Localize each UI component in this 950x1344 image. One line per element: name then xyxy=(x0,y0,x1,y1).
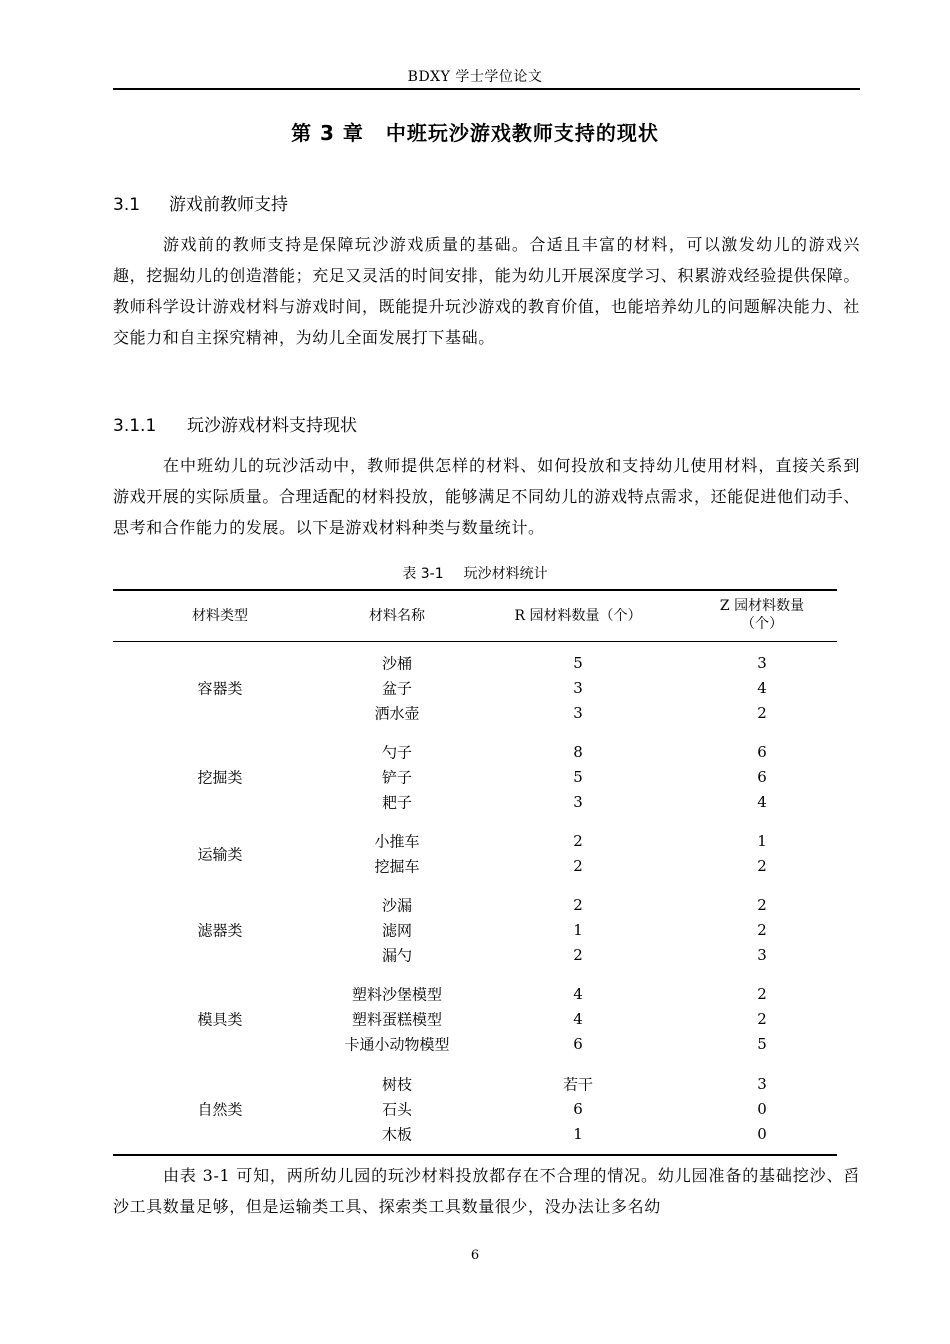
running-header: BDXY 学士学位论文 xyxy=(407,69,543,85)
z-count: 2 xyxy=(757,857,767,875)
z-count: 6 xyxy=(757,743,767,761)
z-count: 6 xyxy=(757,768,767,786)
r-count: 4 xyxy=(573,1010,583,1028)
section-heading xyxy=(113,190,288,215)
z-count: 2 xyxy=(757,921,767,939)
r-count: 6 xyxy=(573,1035,583,1053)
z-count: 2 xyxy=(757,896,767,914)
material-name: 沙漏 xyxy=(381,896,413,915)
material-type: 挖掘类 xyxy=(197,768,243,787)
material-name: 石头 xyxy=(381,1100,413,1119)
paragraph-3: 由表 3-1 可知，两所幼儿园的玩沙材料投放都存在不合理的情况。幼儿园准备的基础挖沙、舀沙工具数量足够，但是运输类工具、探索类工具数量很少，没办法让多名幼 xyxy=(113,1166,860,1216)
z-count: 2 xyxy=(757,985,767,1003)
subsection-number: 3.1.1 xyxy=(113,416,157,436)
material-name: 漏勺 xyxy=(381,946,413,965)
table-top-rule xyxy=(113,589,837,591)
r-count: 2 xyxy=(573,832,583,850)
header-material-name: 材料名称 xyxy=(369,608,425,624)
material-type: 滤器类 xyxy=(197,921,243,940)
r-count: 1 xyxy=(573,921,583,939)
z-count: 3 xyxy=(757,654,767,672)
material-name: 滤网 xyxy=(381,921,413,940)
paragraph-1: 游戏前的教师支持是保障玩沙游戏质量的基础。合适且丰富的材料，可以激发幼儿的游戏兴趣，挖掘幼儿的创造潜能；充足又灵活的时间安排，能为幼儿开展深度学习、积累游戏经验提供保障。教师科学设计游戏材料与游戏时间，既能提升玩沙游戏的教育价值，也能培养幼儿的问题解决能力、社交能力和自主探究精神，为幼儿全面发展打下基础。 xyxy=(113,235,861,347)
subsection-heading xyxy=(113,411,357,436)
material-name: 卡通小动物模型 xyxy=(344,1035,450,1054)
material-name: 洒水壶 xyxy=(374,704,420,723)
z-count: 0 xyxy=(757,1100,767,1118)
z-count: 2 xyxy=(757,1010,767,1028)
material-type: 自然类 xyxy=(197,1100,243,1119)
z-count: 5 xyxy=(757,1035,767,1053)
r-count: 6 xyxy=(573,1100,583,1118)
material-type: 模具类 xyxy=(197,1010,243,1029)
table-header-rule xyxy=(113,641,837,642)
z-count: 0 xyxy=(757,1125,767,1143)
material-name: 挖掘车 xyxy=(374,857,420,876)
chapter-title xyxy=(0,117,950,146)
material-name: 盆子 xyxy=(381,679,413,698)
r-count: 1 xyxy=(573,1125,583,1143)
z-count: 2 xyxy=(757,704,767,722)
z-count: 1 xyxy=(757,832,767,850)
chapter-title-text: 中班玩沙游戏教师支持的现状 xyxy=(385,121,659,145)
z-count: 3 xyxy=(757,1075,767,1093)
r-count: 3 xyxy=(573,704,583,722)
r-count: 2 xyxy=(573,896,583,914)
material-name: 勺子 xyxy=(381,743,413,762)
material-name: 木板 xyxy=(381,1125,413,1144)
r-count: 3 xyxy=(573,793,583,811)
z-count: 4 xyxy=(757,793,767,811)
r-count: 4 xyxy=(573,985,583,1003)
r-count: 5 xyxy=(573,654,583,672)
paragraph-2: 在中班幼儿的玩沙活动中，教师提供怎样的材料、如何投放和支持幼儿使用材料，直接关系到游戏开展的实际质量。合理适配的材料投放，能够满足不同幼儿的游戏特点需求，还能促进他们动手、思考和合作能力的发展。以下是游戏材料种类与数量统计。 xyxy=(113,456,861,537)
header-material-type: 材料类型 xyxy=(192,608,248,624)
material-name: 耙子 xyxy=(381,793,413,812)
material-type: 运输类 xyxy=(197,845,243,863)
r-count: 2 xyxy=(573,857,583,875)
page-number: 6 xyxy=(470,1248,480,1263)
header-z-count: Z 园材料数量（个） xyxy=(719,598,805,632)
table-bottom-rule xyxy=(113,1154,837,1156)
material-name: 小推车 xyxy=(374,832,420,851)
material-name: 沙桶 xyxy=(381,654,413,673)
r-count: 3 xyxy=(573,679,583,697)
chapter-number: 第 3 章 xyxy=(291,121,364,145)
r-count: 若干 xyxy=(562,1075,594,1094)
table-caption xyxy=(0,563,950,583)
r-count: 5 xyxy=(573,768,583,786)
material-name: 铲子 xyxy=(381,768,413,787)
section-title: 游戏前教师支持 xyxy=(169,195,288,215)
subsection-title: 玩沙游戏材料支持现状 xyxy=(187,416,357,436)
section-number: 3.1 xyxy=(113,195,141,215)
material-name: 塑料沙堡模型 xyxy=(351,985,443,1004)
table-caption-number: 表 3-1 xyxy=(402,566,444,582)
material-name: 树枝 xyxy=(381,1075,413,1094)
material-name: 塑料蛋糕模型 xyxy=(351,1010,443,1029)
header-r-count: R 园材料数量（个） xyxy=(514,608,642,624)
z-count: 3 xyxy=(757,946,767,964)
table-caption-title: 玩沙材料统计 xyxy=(463,566,548,582)
r-count: 2 xyxy=(573,946,583,964)
header-rule xyxy=(113,88,860,90)
r-count: 8 xyxy=(573,743,583,761)
material-type: 容器类 xyxy=(197,679,243,698)
z-count: 4 xyxy=(757,679,767,697)
